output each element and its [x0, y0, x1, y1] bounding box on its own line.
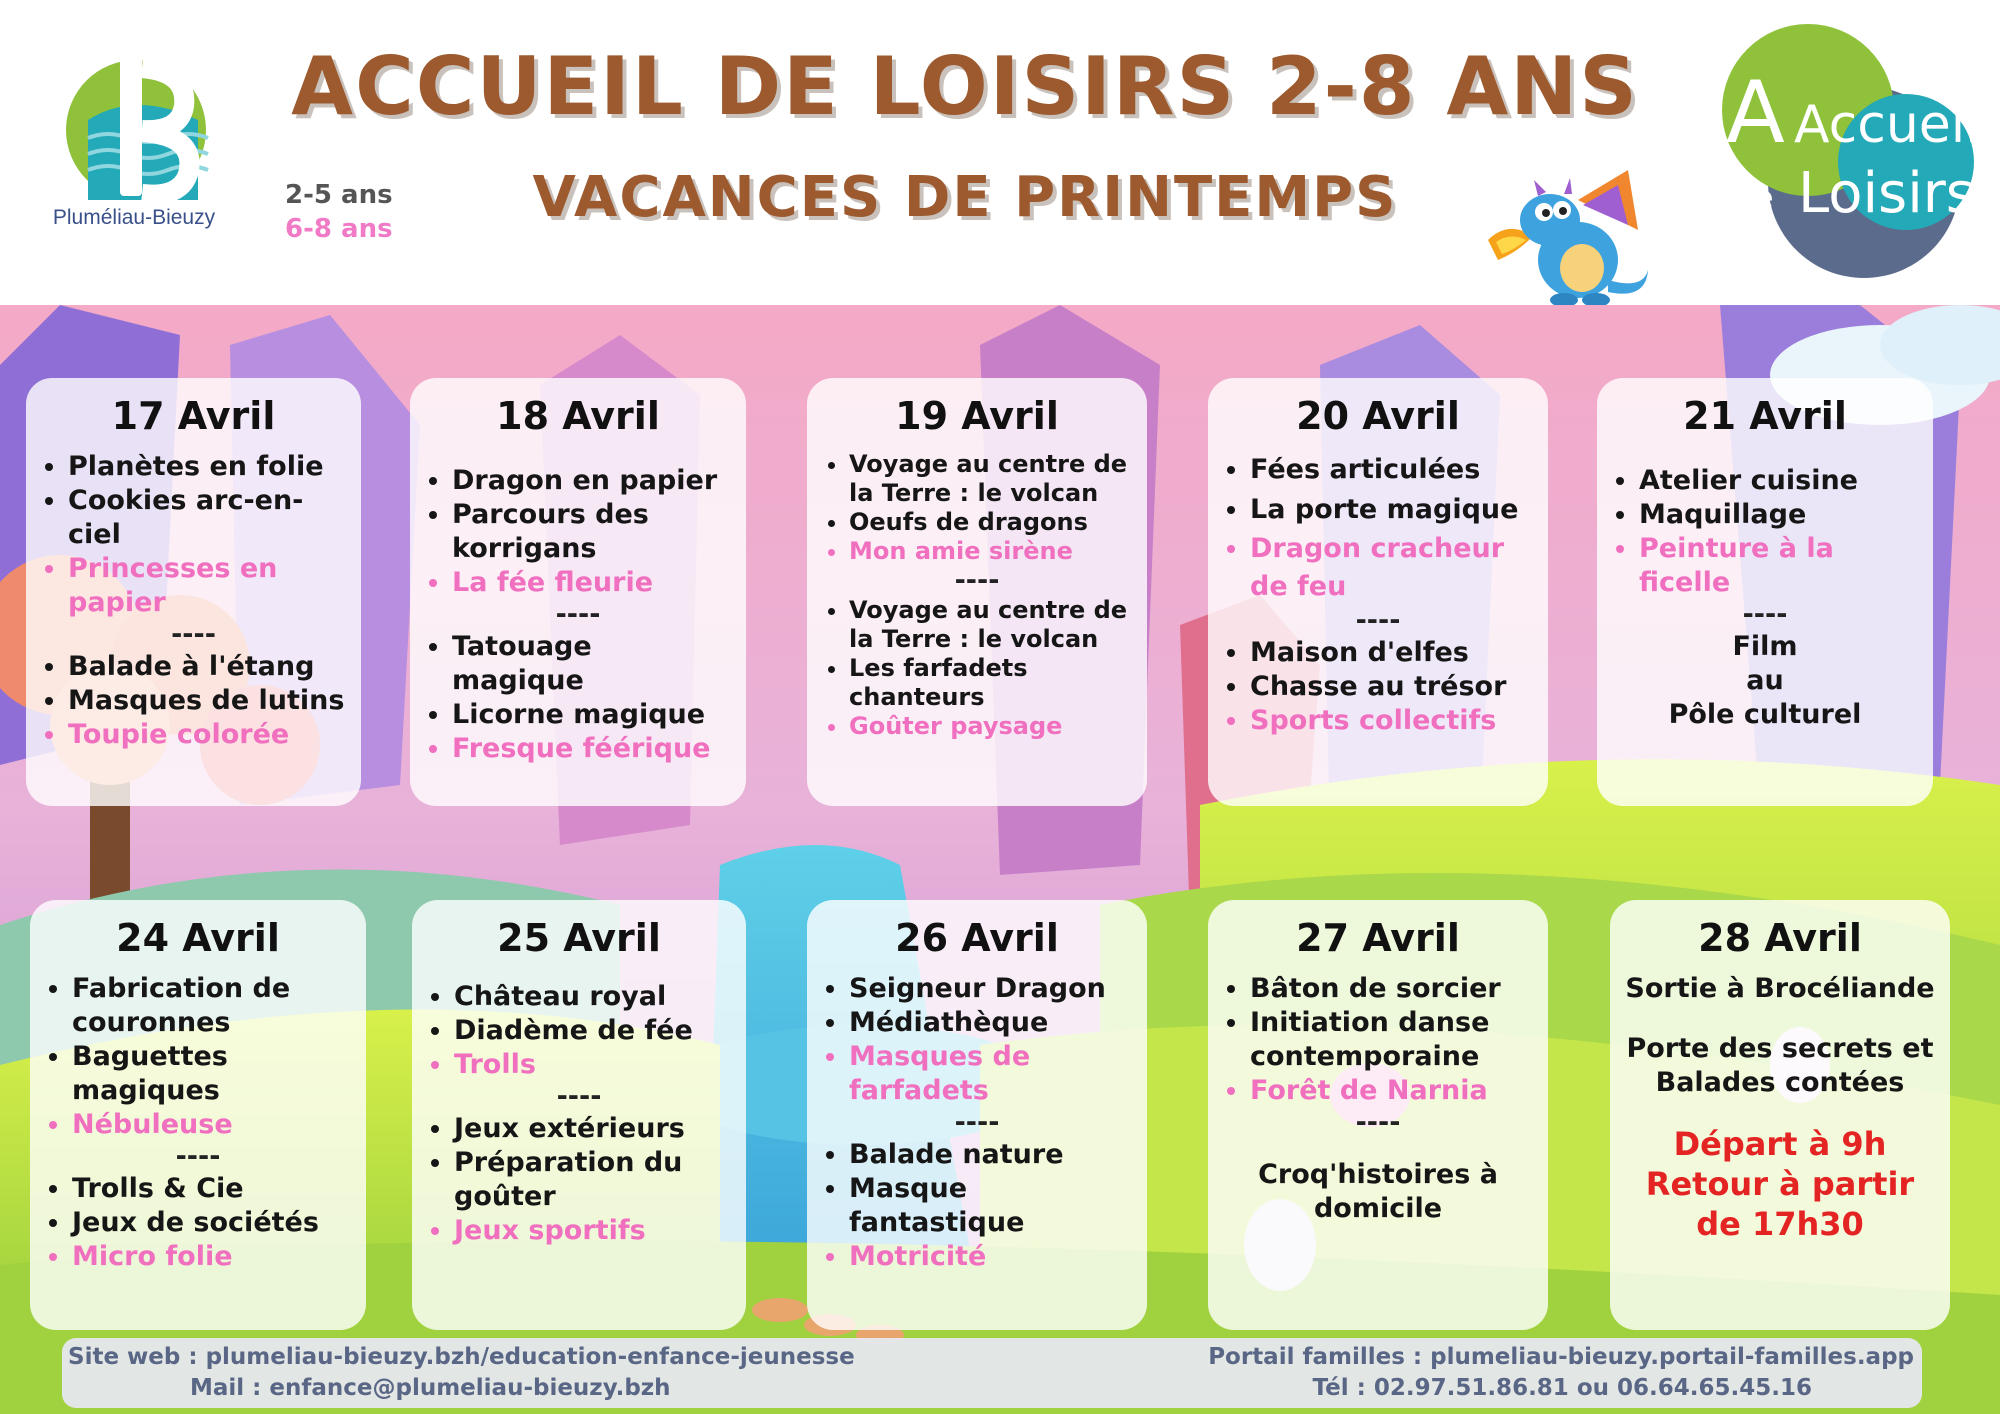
accueil-de-loisirs-logo: [1716, 22, 1976, 292]
age-group-younger: 2-5 ans: [285, 180, 393, 210]
outing-title: Sortie à Brocéliande: [1625, 973, 1935, 1004]
activity-item: • Fées articulées: [1250, 450, 1534, 490]
logo-caption: Pluméliau-Bieuzy: [52, 206, 216, 229]
activity-item-older: • Mon amie sirène: [849, 537, 1133, 566]
separator: ----: [175, 1141, 221, 1172]
pb-logo-icon: [48, 50, 218, 210]
activity-item: • Voyage au centre de la Terre : le volcan: [849, 596, 1133, 654]
afternoon-activities: [424, 630, 732, 766]
afternoon-text: Croq'histoires à: [1258, 1159, 1498, 1190]
activity-item: • Bâton de sorcier: [1250, 972, 1534, 1006]
activity-item: • Atelier cuisine: [1639, 464, 1919, 498]
activity-item: • Château royal: [454, 980, 732, 1014]
activity-item: • La porte magique: [1250, 490, 1534, 530]
activity-item: • Jeux de sociétés: [72, 1206, 352, 1240]
activity-item-older: • Peinture à la ficelle: [1639, 532, 1919, 600]
afternoon-text: Film: [1732, 631, 1798, 662]
activity-item-older: • Nébuleuse: [72, 1108, 352, 1142]
activity-item: • Cookies arc-en-ciel: [68, 484, 347, 552]
activity-item-older: • Goûter paysage: [849, 712, 1133, 741]
return-time: Retour à partir: [1645, 1165, 1915, 1203]
activity-item: • Masque fantastique: [849, 1172, 1133, 1240]
phone-text: Tél : 02.97.51.86.81 ou 06.64.65.45.16: [1312, 1375, 1812, 1401]
header: [0, 0, 2000, 305]
day-date: 19 Avril: [895, 394, 1059, 438]
day-card-27-avril: [1208, 900, 1548, 1330]
day-card-17-avril: [26, 378, 361, 806]
activity-item: • Seigneur Dragon: [849, 972, 1133, 1006]
activity-item: • Balade à l'étang: [68, 650, 347, 684]
activity-item: • Baguettes magiques: [72, 1040, 352, 1108]
activity-item-older: • Jeux sportifs: [454, 1214, 732, 1248]
logo-word-de: de: [1736, 181, 1774, 216]
plumeliau-bieuzy-logo: [48, 50, 218, 240]
day-card-19-avril: [807, 378, 1147, 806]
morning-activities: [1222, 972, 1534, 1108]
day-date: 21 Avril: [1683, 394, 1847, 438]
page-title: ACCUEIL DE LOISIRS 2-8 ANS: [291, 40, 1639, 133]
morning-activities: [1222, 450, 1534, 606]
morning-activities: [426, 980, 732, 1082]
day-date: 26 Avril: [895, 916, 1059, 960]
activity-item: • Maquillage: [1639, 498, 1919, 532]
afternoon-activities: [40, 650, 347, 752]
activity-item: • Masques de lutins: [68, 684, 347, 718]
day-date: 17 Avril: [111, 394, 276, 438]
accueil-loisirs-badge-icon: [1716, 22, 1976, 292]
portal-text: Portail familles : plumeliau-bieuzy.portail-familles.app: [1208, 1344, 1914, 1370]
day-date: 24 Avril: [116, 916, 280, 960]
activity-item: • Chasse au trésor: [1250, 670, 1534, 704]
activity-item: • Oeufs de dragons: [849, 508, 1133, 537]
outing-detail: Porte des secrets et: [1626, 1033, 1934, 1064]
activity-item-older: • La fée fleurie: [452, 566, 732, 600]
day-card-18-avril: [410, 378, 746, 806]
svg-text:A: A: [1726, 63, 1785, 163]
activity-item-older: • Motricité: [849, 1240, 1133, 1274]
afternoon-text: au: [1746, 665, 1784, 696]
activity-item-older: • Masques de farfadets: [849, 1040, 1133, 1108]
activity-item-older: • Toupie colorée: [68, 718, 347, 752]
logo-word-1: Accueil: [1794, 95, 1976, 155]
morning-activities: [40, 450, 347, 620]
mail-text: Mail : enfance@plumeliau-bieuzy.bzh: [190, 1375, 671, 1401]
day-card-26-avril: [807, 900, 1147, 1330]
morning-activities: [424, 464, 732, 600]
day-date: 27 Avril: [1296, 916, 1460, 960]
day-date: 28 Avril: [1698, 916, 1862, 960]
separator: ----: [1355, 605, 1401, 636]
logo-word-2: Loisirs: [1798, 161, 1975, 226]
departure-time: Départ à 9h: [1673, 1125, 1887, 1163]
morning-activities: [44, 972, 352, 1142]
afternoon-activities: [1222, 636, 1534, 738]
day-date: 20 Avril: [1296, 394, 1460, 438]
separator: ----: [556, 1081, 602, 1112]
afternoon-text: domicile: [1313, 1193, 1443, 1224]
activity-item-older: • Dragon cracheur de feu: [1250, 530, 1534, 606]
return-time: de 17h30: [1696, 1205, 1864, 1243]
separator: ----: [171, 619, 216, 650]
age-group-older: 6-8 ans: [285, 214, 393, 244]
afternoon-activities: [44, 1172, 352, 1274]
outing-detail: Balades contées: [1655, 1067, 1905, 1098]
activity-item: • Médiathèque: [849, 1006, 1133, 1040]
day-date: 18 Avril: [496, 394, 660, 438]
activity-item: • Diadème de fée: [454, 1014, 732, 1048]
activity-item-older: • Micro folie: [72, 1240, 352, 1274]
separator: ----: [1355, 1107, 1401, 1138]
activity-item: • Licorne magique: [452, 698, 732, 732]
afternoon-activities: [821, 1138, 1133, 1274]
afternoon-activities: [426, 1112, 732, 1248]
activity-item-older: • Princesses en papier: [68, 552, 347, 620]
activity-item: • Jeux extérieurs: [454, 1112, 732, 1146]
footer-contact-bar: [62, 1338, 1922, 1408]
morning-activities: [821, 972, 1133, 1108]
day-card-28-avril: [1610, 900, 1950, 1330]
separator: ----: [954, 1107, 1000, 1138]
activity-item: • Préparation du goûter: [454, 1146, 732, 1214]
activity-item: • Trolls & Cie: [72, 1172, 352, 1206]
activity-item: • Dragon en papier: [452, 464, 732, 498]
activity-item: • Parcours des korrigans: [452, 498, 732, 566]
morning-activities: [821, 450, 1133, 566]
day-card-24-avril: [30, 900, 366, 1330]
website-text: Site web : plumeliau-bieuzy.bzh/education-enfance-jeunesse: [68, 1344, 855, 1370]
afternoon-activities: [821, 596, 1133, 741]
afternoon-text: Pôle culturel: [1668, 699, 1862, 730]
dragon-icon: [1478, 160, 1658, 310]
activity-item: • Maison d'elfes: [1250, 636, 1534, 670]
activity-item: • Voyage au centre de la Terre : le volcan: [849, 450, 1133, 508]
activity-item: • Initiation danse contemporaine: [1250, 1006, 1534, 1074]
day-card-25-avril: [412, 900, 746, 1330]
activity-item-older: • Trolls: [454, 1048, 732, 1082]
activity-item: • Tatouage magique: [452, 630, 732, 698]
separator: ----: [954, 565, 1000, 596]
activity-item: • Les farfadets chanteurs: [849, 654, 1133, 712]
separator: ----: [1742, 599, 1788, 630]
activity-item-older: • Fresque féérique: [452, 732, 732, 766]
morning-activities: [1611, 464, 1919, 600]
day-card-21-avril: [1597, 378, 1933, 806]
day-date: 25 Avril: [497, 916, 661, 960]
activity-item: • Planètes en folie: [68, 450, 347, 484]
page-subtitle: VACANCES DE PRINTEMPS: [532, 165, 1398, 230]
separator: ----: [555, 599, 601, 630]
activity-item: • Balade nature: [849, 1138, 1133, 1172]
activity-item: • Fabrication de couronnes: [72, 972, 352, 1040]
day-card-20-avril: [1208, 378, 1548, 806]
activity-item-older: • Forêt de Narnia: [1250, 1074, 1534, 1108]
activity-item-older: • Sports collectifs: [1250, 704, 1534, 738]
